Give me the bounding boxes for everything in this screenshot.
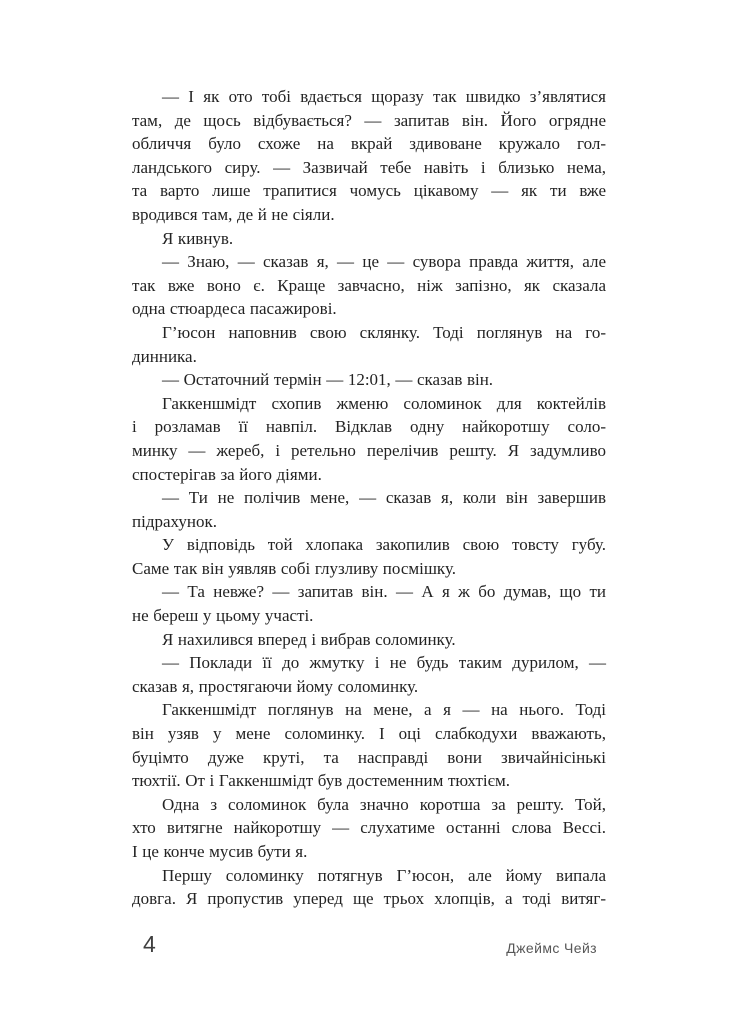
text-line: ландського сиру. — Зазвичай тебе навіть і близько нема, bbox=[132, 157, 606, 177]
paragraph bbox=[132, 628, 606, 652]
text-line: Я нахилився вперед і вибрав соломинку. bbox=[162, 629, 456, 649]
text-line: та варто лише трапитися чомусь цікавому — як ти вже bbox=[132, 181, 606, 201]
text-line: У відповідь той хлопака закопилив свою товсту губу. bbox=[162, 535, 606, 555]
text-line: підрахунок. bbox=[132, 511, 217, 531]
text-line: сказав я, простягаючи йому соломинку. bbox=[132, 676, 419, 696]
text-line: обличчя було схоже на вкрай здивоване кружало гол- bbox=[132, 134, 606, 154]
paragraph bbox=[132, 392, 606, 486]
text-line: Гаккеншмідт поглянув на мене, а я — на нього. Тоді bbox=[162, 700, 606, 720]
text-line: Одна з соломинок була значно коротша за решту. Той, bbox=[162, 794, 606, 814]
paragraph bbox=[132, 321, 606, 368]
text-line: хто витягне найкоротшу — слухатиме останні слова Вессі. bbox=[132, 818, 606, 838]
text-line: вродився там, де й не сіяли. bbox=[132, 204, 335, 224]
page-text-block bbox=[132, 85, 606, 911]
paragraph bbox=[132, 85, 606, 227]
text-line: довга. Я пропустив уперед ще трьох хлопців, а тоді витяг- bbox=[132, 889, 606, 909]
text-line: І це конче мусив бути я. bbox=[132, 842, 308, 861]
text-line: Саме так він уявляв собі глузливу посмішку. bbox=[132, 558, 457, 578]
paragraph bbox=[132, 368, 606, 392]
paragraph bbox=[132, 864, 606, 911]
paragraph bbox=[132, 486, 606, 533]
text-line: — Та невже? — запитав він. — А я ж бо думав, що ти bbox=[162, 582, 606, 602]
text-line: Гаккеншмідт схопив жменю соломинок для коктейлів bbox=[162, 393, 606, 413]
text-line: — Остаточний термін — 12:01, — сказав він. bbox=[162, 370, 494, 390]
paragraph bbox=[132, 580, 606, 627]
text-line: він узяв у мене соломинку. І оці слабкодухи вважають, bbox=[132, 724, 606, 744]
text-line: Першу соломинку потягнув Г’юсон, але йому випала bbox=[162, 865, 606, 885]
text-line: там, де щось відбувається? — запитав він. Його огрядне bbox=[132, 110, 606, 130]
text-line: і розламав її навпіл. Відклав одну найкоротшу соло- bbox=[132, 417, 606, 437]
text-line: — І як ото тобі вдається щоразу так швидко з’являтися bbox=[162, 87, 606, 106]
text-line: Г’юсон наповнив свою склянку. Тоді поглянув на го- bbox=[162, 322, 606, 342]
text-line: — Знаю, — сказав я, — це — сувора правда життя, але bbox=[162, 252, 606, 272]
text-line: буцімто дуже круті, та насправді вони звичайнісінькі bbox=[132, 747, 606, 767]
text-line: спостерігав за його діями. bbox=[132, 464, 322, 484]
paragraph bbox=[132, 250, 606, 321]
text-line: одна стюардеса пасажирові. bbox=[132, 299, 337, 319]
running-footer-author: Джеймс Чейз bbox=[506, 939, 597, 956]
page-footer bbox=[132, 933, 606, 956]
text-line: динника. bbox=[132, 346, 197, 366]
text-line: не береш у цьому участі. bbox=[132, 606, 314, 626]
paragraph bbox=[132, 651, 606, 698]
paragraph bbox=[132, 533, 606, 580]
paragraph bbox=[132, 793, 606, 864]
text-line: Я кивнув. bbox=[162, 228, 234, 248]
text-line: так вже воно є. Краще завчасно, ніж запізно, як сказала bbox=[132, 275, 606, 295]
text-line: — Поклади її до жмутку і не будь таким дурилом, — bbox=[162, 653, 606, 673]
text-line: — Ти не полічив мене, — сказав я, коли він завершив bbox=[162, 488, 606, 508]
text-line: тюхтії. От і Гаккеншмідт був достеменним тюхтієм. bbox=[132, 771, 510, 791]
paragraph bbox=[132, 698, 606, 792]
text-line: минку — жереб, і ретельно перелічив решту. Я задумливо bbox=[132, 440, 606, 460]
paragraph bbox=[132, 227, 606, 251]
page-number: 4 bbox=[143, 931, 156, 957]
